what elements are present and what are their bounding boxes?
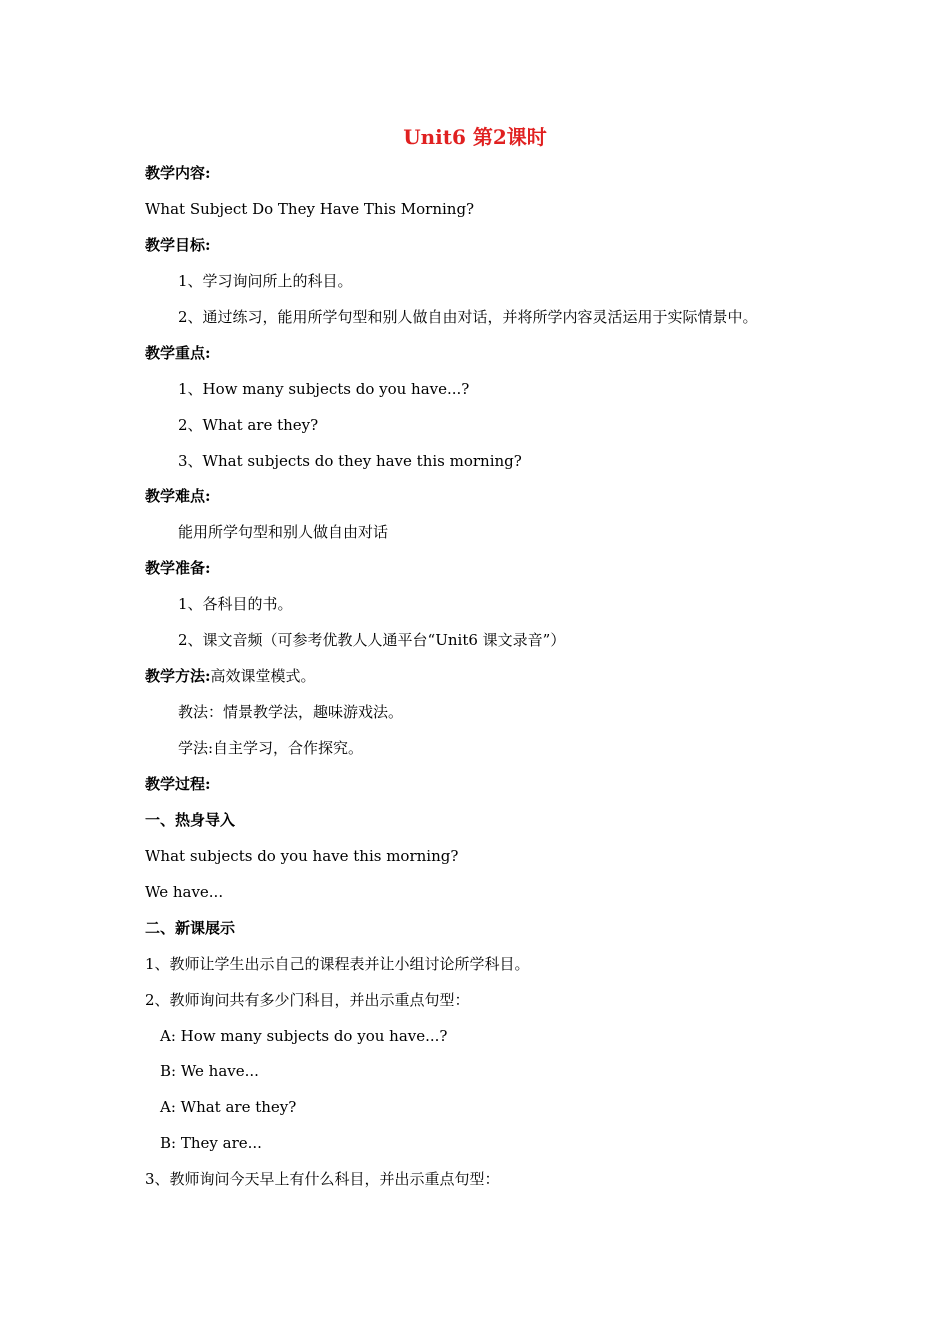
step1-line: We have...	[145, 883, 224, 901]
content-heading: 教学内容:	[145, 164, 211, 182]
learn-method: 学法:自主学习，合作探究。	[178, 739, 364, 757]
key-item: 1、How many subjects do you have...?	[178, 380, 470, 398]
step1-heading: 一、热身导入	[145, 811, 236, 829]
dialogue-line: B: We have...	[160, 1062, 259, 1080]
process-heading: 教学过程:	[145, 775, 211, 793]
teach-method: 教法：情景教学法，趣味游戏法。	[178, 703, 404, 721]
dialogue-line: A: How many subjects do you have...?	[160, 1027, 448, 1045]
difficulty-heading: 教学难点:	[145, 487, 211, 505]
step1-line: What subjects do you have this morning?	[145, 847, 459, 865]
prep-item: 2、课文音频（可参考优教人人通平台“Unit6 课文录音”）	[178, 631, 566, 649]
content-text: What Subject Do They Have This Morning?	[145, 200, 475, 218]
step2-heading: 二、新课展示	[145, 919, 236, 937]
prep-heading: 教学准备:	[145, 559, 211, 577]
method-heading: 教学方法:	[145, 667, 211, 685]
dialogue-line: A: What are they?	[160, 1098, 297, 1116]
key-heading: 教学重点:	[145, 344, 211, 362]
method-line	[145, 665, 316, 687]
page-title: Unit6 第2课时	[403, 125, 547, 149]
step2-line: 2、教师询问共有多少门科目，并出示重点句型：	[145, 991, 470, 1009]
goal-item: 1、学习询问所上的科目。	[178, 272, 353, 290]
key-item: 2、What are they?	[178, 416, 319, 434]
goal-item: 2、通过练习，能用所学句型和别人做自由对话，并将所学内容灵活运用于实际情景中。	[178, 308, 758, 326]
prep-item: 1、各科目的书。	[178, 595, 293, 613]
method-text: 高效课堂模式。	[210, 667, 316, 685]
step2-line: 3、教师询问今天早上有什么科目，并出示重点句型：	[145, 1170, 500, 1188]
goals-heading: 教学目标:	[145, 236, 211, 254]
key-item: 3、What subjects do they have this morning?	[178, 452, 522, 470]
step2-line: 1、教师让学生出示自己的课程表并让小组讨论所学科目。	[145, 955, 530, 973]
dialogue-line: B: They are...	[160, 1134, 262, 1152]
difficulty-text: 能用所学句型和别人做自由对话	[178, 523, 389, 541]
